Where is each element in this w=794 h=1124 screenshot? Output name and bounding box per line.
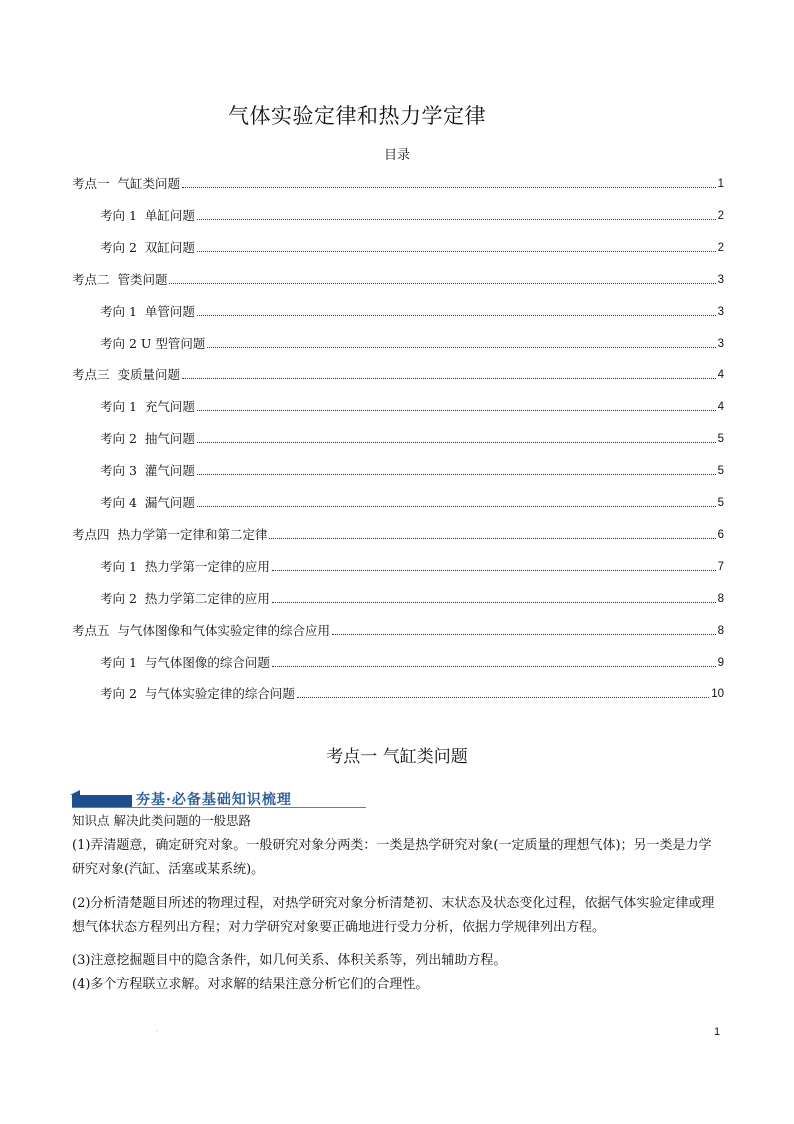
toc-entry-subtopic[interactable] xyxy=(100,395,724,415)
toc-dot-leader xyxy=(197,442,716,443)
toc-entry-label: 考向 1 热力学第一定律的应用 xyxy=(100,558,270,574)
toc-entry-label: 考点四 热力学第一定律和第二定律 xyxy=(72,526,268,542)
toc-entry-page-number: 5 xyxy=(717,497,724,509)
toc-entry-subtopic[interactable] xyxy=(100,555,724,575)
toc-entry-label: 考向 2 双缸问题 xyxy=(100,239,195,255)
toc-dot-leader xyxy=(182,187,716,188)
banner-text: 夯基·必备基础知识梳理 xyxy=(136,792,292,808)
toc-dot-leader xyxy=(169,283,715,284)
document-title: 气体实验定律和热力学定律 xyxy=(228,104,486,128)
toc-dot-leader xyxy=(197,251,716,252)
toc-entry-subtopic[interactable] xyxy=(100,459,724,479)
toc-dot-leader xyxy=(197,219,716,220)
toc-entry-page-number: 5 xyxy=(717,465,724,478)
toc-dot-leader xyxy=(197,506,716,507)
toc-entry-page-number: 2 xyxy=(717,209,724,222)
toc-dot-leader xyxy=(182,378,716,379)
toc-entry-page-number: 8 xyxy=(717,624,724,637)
toc-dot-leader xyxy=(197,315,716,316)
toc-entry-page-number: 10 xyxy=(711,688,724,701)
toc-entry-topic[interactable] xyxy=(72,268,724,288)
toc-entry-label: 考向 2 U 型管问题 xyxy=(100,335,206,351)
toc-dot-leader xyxy=(272,666,716,667)
toc-entry-topic[interactable] xyxy=(72,523,724,543)
toc-entry-page-number: 4 xyxy=(717,401,724,414)
toc-entry-subtopic[interactable] xyxy=(100,204,724,224)
toc-entry-subtopic[interactable] xyxy=(100,427,724,447)
toc-entry-page-number: 6 xyxy=(717,528,724,541)
knowledge-point-heading: 知识点 解决此类问题的一般思路 xyxy=(72,813,251,828)
toc-entry-page-number: 3 xyxy=(717,337,724,350)
toc-entry-page-number: 8 xyxy=(717,592,724,605)
toc-entry-page-number: 3 xyxy=(717,273,724,286)
stray-mark: ' xyxy=(156,1030,158,1037)
toc-dot-leader xyxy=(272,602,716,603)
toc-entry-topic[interactable] xyxy=(72,172,724,192)
toc-entry-subtopic[interactable] xyxy=(100,332,724,352)
toc-entry-subtopic[interactable] xyxy=(100,682,724,702)
toc-entry-page-number: 1 xyxy=(717,178,724,190)
banner-bar-decoration xyxy=(72,795,132,807)
toc-entry-label: 考点五 与气体图像和气体实验定律的综合应用 xyxy=(72,622,330,638)
toc-dot-leader xyxy=(297,697,709,698)
toc-entry-page-number: 5 xyxy=(717,433,724,446)
toc-entry-subtopic[interactable] xyxy=(100,300,724,320)
toc-entry-page-number: 2 xyxy=(717,241,724,254)
paragraph-1: (1)弄清题意，确定研究对象。一般研究对象分两类：一类是热学研究对象(一定质量的理想气体)；另一类是力学研究对象(汽缸、活塞或某系统)。 xyxy=(72,838,712,877)
toc-dot-leader xyxy=(269,538,715,539)
paragraph-4: (4)多个方程联立求解。对求解的结果注意分析它们的合理性。 xyxy=(72,977,429,992)
toc-entry-label: 考向 4 漏气问题 xyxy=(100,495,195,510)
toc-entry-page-number: 4 xyxy=(717,369,724,382)
toc-dot-leader xyxy=(197,474,716,475)
toc-entry-label: 考点一 气缸类问题 xyxy=(72,176,180,191)
paragraph-3: (3)注意挖掘题目中的隐含条件，如几何关系、体积关系等，列出辅助方程。 xyxy=(72,953,507,968)
toc-entry-label: 考向 1 单缸问题 xyxy=(100,207,195,223)
toc-dot-leader xyxy=(272,570,716,571)
toc-entry-label: 考点三 变质量问题 xyxy=(72,367,180,383)
toc-entry-topic[interactable] xyxy=(72,363,724,383)
toc-entry-label: 考向 2 抽气问题 xyxy=(100,431,195,447)
toc-dot-leader xyxy=(207,347,715,348)
toc-dot-leader xyxy=(197,410,716,411)
section-banner xyxy=(72,787,366,811)
toc-entry-label: 考向 2 热力学第二定律的应用 xyxy=(100,590,270,606)
toc-entry-topic[interactable] xyxy=(72,619,724,639)
toc-entry-page-number: 9 xyxy=(717,656,724,669)
paragraph-2: (2)分析清楚题目所述的物理过程，对热学研究对象分析清楚初、末状态及状态变化过程，依据气体实验定律或理想气体状态方程列出方程；对力学研究对象要正确地进行受力分析，依据力学规律列出方程。 xyxy=(72,896,715,935)
toc-entry-label: 考向 1 充气问题 xyxy=(100,399,195,415)
toc-entry-label: 考点二 管类问题 xyxy=(72,271,168,287)
toc-entry-subtopic[interactable] xyxy=(100,491,724,511)
toc-entry-label: 考向 1 与气体图像的综合问题 xyxy=(100,654,270,670)
toc-entry-subtopic[interactable] xyxy=(100,651,724,671)
page-number: 1 xyxy=(714,1026,721,1038)
toc-entry-subtopic[interactable] xyxy=(100,236,724,256)
toc-heading: 目录 xyxy=(383,148,410,163)
toc-entry-label: 考向 2 与气体实验定律的综合问题 xyxy=(100,686,295,702)
toc-entry-subtopic[interactable] xyxy=(100,587,724,607)
section-title: 考点一 气缸类问题 xyxy=(326,747,468,767)
toc-entry-label: 考向 3 灌气问题 xyxy=(100,463,195,479)
toc-entry-page-number: 7 xyxy=(717,560,724,573)
toc-entry-label: 考向 1 单管问题 xyxy=(100,303,195,319)
toc-dot-leader xyxy=(332,634,716,635)
toc-entry-page-number: 3 xyxy=(717,305,724,318)
